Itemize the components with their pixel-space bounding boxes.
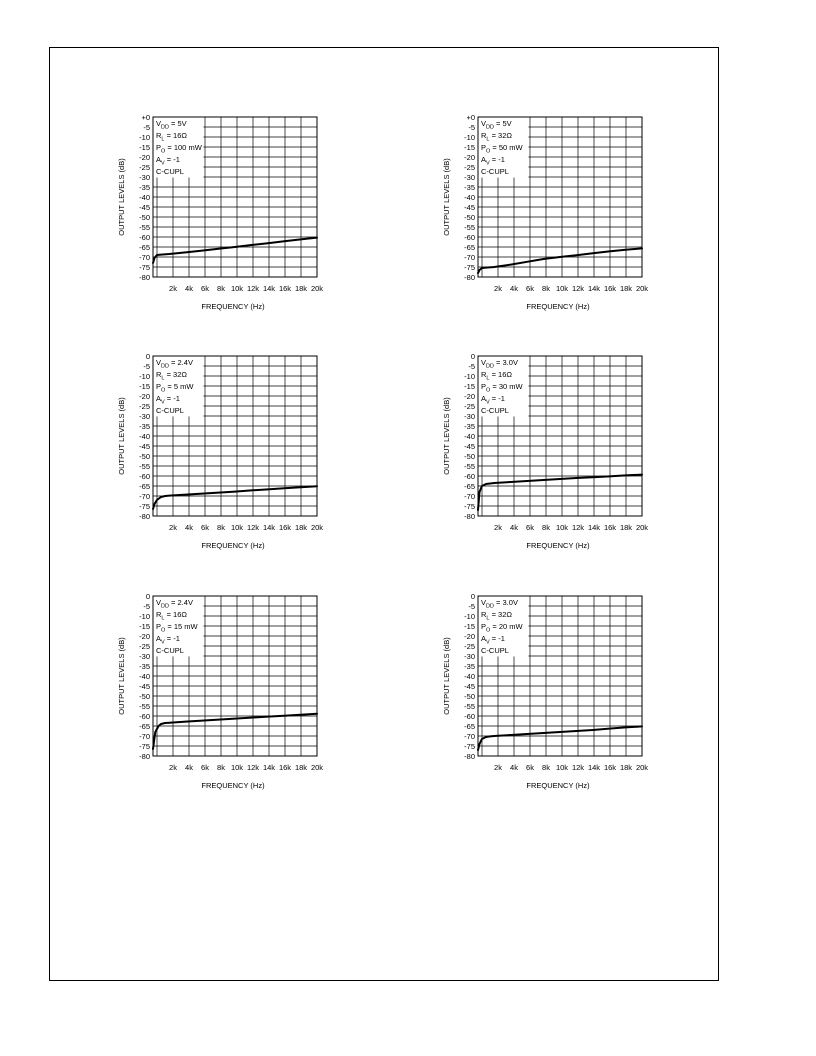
x-tick-label: 18k	[619, 284, 633, 293]
annotation-value: = -1	[164, 634, 180, 643]
y-axis-label: OUTPUT LEVELS (dB)	[442, 158, 451, 236]
annotation-symbol: V	[156, 358, 162, 367]
x-tick-label: 12k	[571, 523, 585, 532]
annotation-symbol: V	[481, 119, 487, 128]
y-tick-label: -35	[139, 422, 150, 431]
x-tick-label: 10k	[555, 284, 569, 293]
annotation-symbol: C-CUPL	[481, 406, 509, 415]
annotation-value: = 100 mW	[165, 143, 202, 152]
x-tick-label: 10k	[230, 523, 244, 532]
x-tick-label: 14k	[587, 763, 601, 772]
chart-4	[435, 346, 675, 561]
chart-3	[110, 346, 350, 561]
y-tick-label: -40	[139, 432, 150, 441]
y-tick-label: -20	[464, 153, 475, 162]
annotation-value: = 5V	[493, 119, 512, 128]
x-axis-label: FREQUENCY (Hz)	[201, 781, 265, 790]
annotation-subscript: DD	[486, 603, 494, 610]
x-tick-label: 2k	[494, 523, 502, 532]
y-tick-label: -25	[139, 642, 150, 651]
y-tick-label: -55	[464, 702, 475, 711]
x-tick-label: 18k	[294, 284, 308, 293]
x-tick-label: 4k	[185, 763, 193, 772]
y-tick-label: -20	[139, 153, 150, 162]
annotation-subscript: O	[161, 387, 166, 394]
y-tick-label: -15	[139, 622, 150, 631]
x-tick-label: 2k	[494, 284, 502, 293]
annotation-symbol: R	[481, 370, 487, 379]
y-tick-label: -5	[468, 123, 475, 132]
annotation-symbol: P	[481, 382, 487, 391]
y-tick-label: -45	[464, 442, 475, 451]
annotation-symbol: P	[156, 382, 162, 391]
y-tick-label: -5	[468, 602, 475, 611]
y-tick-label: -25	[139, 163, 150, 172]
annotation-subscript: DD	[161, 363, 169, 370]
annotation-value: = -1	[489, 634, 505, 643]
x-axis-label: FREQUENCY (Hz)	[526, 781, 590, 790]
annotation-symbol: V	[156, 119, 162, 128]
y-tick-label: -60	[139, 233, 150, 242]
annotation-subscript: L	[486, 375, 490, 382]
annotation-subscript: V	[486, 399, 490, 406]
x-tick-label: 6k	[201, 284, 209, 293]
x-tick-label: 4k	[185, 284, 193, 293]
annotation-symbol: A	[156, 394, 162, 403]
x-tick-label: 2k	[169, 284, 177, 293]
y-tick-label: -20	[464, 632, 475, 641]
annotation-symbol: R	[156, 370, 162, 379]
y-tick-label: -65	[139, 722, 150, 731]
annotation-value: = 3.0V	[493, 358, 518, 367]
y-tick-label: -5	[143, 362, 150, 371]
x-tick-label: 4k	[510, 284, 518, 293]
y-tick-label: -50	[139, 692, 150, 701]
x-tick-label: 8k	[217, 523, 225, 532]
annotation-subscript: V	[486, 639, 490, 646]
annotation-subscript: V	[486, 160, 490, 167]
y-tick-label: -30	[139, 412, 150, 421]
y-tick-label: +0	[466, 113, 475, 122]
x-tick-label: 14k	[587, 284, 601, 293]
y-tick-label: -30	[139, 173, 150, 182]
annotation-subscript: O	[486, 148, 491, 155]
y-tick-label: -45	[139, 682, 150, 691]
y-tick-label: -35	[139, 183, 150, 192]
x-tick-label: 10k	[230, 763, 244, 772]
y-tick-label: -75	[139, 742, 150, 751]
x-tick-label: 18k	[294, 523, 308, 532]
x-tick-label: 16k	[603, 763, 617, 772]
y-tick-label: -25	[139, 402, 150, 411]
x-tick-label: 14k	[262, 763, 276, 772]
x-tick-label: 4k	[185, 523, 193, 532]
y-tick-label: -20	[464, 392, 475, 401]
y-tick-label: -10	[464, 133, 475, 142]
x-tick-label: 12k	[571, 284, 585, 293]
annotation-subscript: O	[486, 387, 491, 394]
annotation-symbol: P	[156, 143, 162, 152]
y-tick-label: -50	[139, 213, 150, 222]
x-tick-label: 14k	[262, 284, 276, 293]
y-tick-label: -65	[139, 243, 150, 252]
annotation-symbol: C-CUPL	[481, 646, 509, 655]
y-tick-label: -35	[464, 183, 475, 192]
chart-5	[110, 586, 350, 801]
y-tick-label: -50	[464, 452, 475, 461]
y-tick-label: -45	[464, 682, 475, 691]
x-tick-label: 4k	[510, 523, 518, 532]
annotation-line	[481, 406, 509, 415]
y-tick-label: -75	[464, 502, 475, 511]
series-line	[153, 238, 317, 263]
y-tick-label: -60	[464, 472, 475, 481]
annotation-line	[156, 167, 184, 176]
x-tick-label: 18k	[619, 523, 633, 532]
series-line	[478, 248, 642, 273]
y-tick-label: -65	[464, 722, 475, 731]
x-axis-label: FREQUENCY (Hz)	[201, 302, 265, 311]
y-tick-label: -15	[464, 143, 475, 152]
x-tick-label: 16k	[603, 284, 617, 293]
x-tick-label: 20k	[635, 763, 649, 772]
y-tick-label: -15	[139, 382, 150, 391]
y-tick-label: -30	[464, 412, 475, 421]
y-tick-label: -15	[139, 143, 150, 152]
y-axis-label: OUTPUT LEVELS (dB)	[117, 637, 126, 715]
y-tick-label: -60	[464, 233, 475, 242]
annotation-value: = 5V	[168, 119, 187, 128]
y-tick-label: -15	[464, 382, 475, 391]
annotation-subscript: DD	[161, 603, 169, 610]
y-tick-label: -10	[464, 372, 475, 381]
y-tick-label: -75	[139, 502, 150, 511]
y-tick-label: -10	[139, 372, 150, 381]
x-tick-label: 6k	[526, 763, 534, 772]
y-tick-label: -75	[464, 742, 475, 751]
y-tick-label: -45	[464, 203, 475, 212]
y-tick-label: -5	[143, 602, 150, 611]
annotation-subscript: O	[161, 627, 166, 634]
y-tick-label: -10	[139, 612, 150, 621]
annotation-value: = -1	[489, 155, 505, 164]
y-axis-label: OUTPUT LEVELS (dB)	[442, 397, 451, 475]
annotation-symbol: A	[481, 155, 487, 164]
y-tick-label: -5	[143, 123, 150, 132]
annotation-subscript: L	[161, 136, 165, 143]
y-tick-label: -10	[464, 612, 475, 621]
y-tick-label: -30	[139, 652, 150, 661]
series-line	[478, 726, 642, 750]
annotation-symbol: A	[481, 634, 487, 643]
x-tick-label: 20k	[635, 284, 649, 293]
x-tick-label: 4k	[510, 763, 518, 772]
annotation-subscript: DD	[486, 124, 494, 131]
x-tick-label: 8k	[542, 763, 550, 772]
annotation-line	[481, 167, 509, 176]
y-tick-label: -25	[464, 402, 475, 411]
y-axis-label: OUTPUT LEVELS (dB)	[117, 158, 126, 236]
annotation-symbol: V	[156, 598, 162, 607]
x-tick-label: 10k	[555, 523, 569, 532]
annotation-value: = 3.0V	[493, 598, 518, 607]
y-tick-label: -20	[139, 392, 150, 401]
y-tick-label: -60	[464, 712, 475, 721]
y-tick-label: -50	[464, 213, 475, 222]
annotation-subscript: V	[161, 160, 165, 167]
annotation-symbol: P	[156, 622, 162, 631]
annotation-subscript: V	[161, 639, 165, 646]
y-tick-label: -70	[464, 492, 475, 501]
annotation-symbol: C-CUPL	[481, 167, 509, 176]
annotation-subscript: DD	[161, 124, 169, 131]
y-tick-label: -15	[464, 622, 475, 631]
chart-2	[435, 107, 675, 322]
x-tick-label: 20k	[310, 284, 324, 293]
annotation-value: = -1	[164, 394, 180, 403]
y-tick-label: -65	[139, 482, 150, 491]
y-tick-label: -80	[464, 273, 475, 282]
annotation-symbol: C-CUPL	[156, 167, 184, 176]
series-line	[153, 714, 317, 749]
y-tick-label: -60	[139, 472, 150, 481]
x-tick-label: 12k	[246, 523, 260, 532]
annotation-symbol: A	[156, 155, 162, 164]
x-tick-label: 12k	[571, 763, 585, 772]
y-tick-label: -55	[464, 223, 475, 232]
annotation-symbol: R	[156, 610, 162, 619]
annotation-subscript: L	[486, 136, 490, 143]
y-tick-label: -25	[464, 163, 475, 172]
y-tick-label: -50	[464, 692, 475, 701]
y-tick-label: -80	[139, 512, 150, 521]
annotation-symbol: P	[481, 143, 487, 152]
annotation-subscript: O	[486, 627, 491, 634]
y-tick-label: -10	[139, 133, 150, 142]
chart-6	[435, 586, 675, 801]
series-line	[153, 486, 317, 509]
x-tick-label: 2k	[494, 763, 502, 772]
x-tick-label: 12k	[246, 284, 260, 293]
y-tick-label: 0	[145, 592, 150, 601]
x-tick-label: 12k	[246, 763, 260, 772]
y-tick-label: -75	[464, 263, 475, 272]
annotation-value: = 50 mW	[490, 143, 523, 152]
y-tick-label: -80	[139, 273, 150, 282]
annotation-symbol: P	[481, 622, 487, 631]
annotation-symbol: C-CUPL	[156, 646, 184, 655]
y-tick-label: -40	[464, 193, 475, 202]
y-tick-label: -25	[464, 642, 475, 651]
x-axis-label: FREQUENCY (Hz)	[526, 302, 590, 311]
chart-1	[110, 107, 350, 322]
y-tick-label: -40	[464, 432, 475, 441]
y-tick-label: -40	[464, 672, 475, 681]
annotation-subscript: L	[486, 615, 490, 622]
x-tick-label: 16k	[278, 763, 292, 772]
series-line	[478, 475, 642, 510]
annotation-subscript: DD	[486, 363, 494, 370]
y-tick-label: -35	[464, 662, 475, 671]
y-tick-label: 0	[470, 592, 475, 601]
annotation-value: = 32Ω	[489, 610, 512, 619]
annotation-symbol: R	[156, 131, 162, 140]
annotation-subscript: L	[161, 375, 165, 382]
y-tick-label: -30	[464, 652, 475, 661]
annotation-symbol: R	[481, 131, 487, 140]
y-tick-label: -65	[464, 243, 475, 252]
y-tick-label: -55	[464, 462, 475, 471]
x-tick-label: 6k	[526, 523, 534, 532]
y-tick-label: -80	[139, 752, 150, 761]
y-tick-label: -70	[139, 492, 150, 501]
y-tick-label: -75	[139, 263, 150, 272]
y-tick-label: -30	[464, 173, 475, 182]
annotation-value: = 16Ω	[164, 610, 187, 619]
x-tick-label: 10k	[230, 284, 244, 293]
x-tick-label: 6k	[201, 763, 209, 772]
y-tick-label: -20	[139, 632, 150, 641]
y-tick-label: -35	[464, 422, 475, 431]
annotation-value: = -1	[164, 155, 180, 164]
annotation-value: = 5 mW	[165, 382, 194, 391]
y-tick-label: -70	[464, 732, 475, 741]
x-tick-label: 10k	[555, 763, 569, 772]
y-tick-label: +0	[141, 113, 150, 122]
x-tick-label: 20k	[310, 763, 324, 772]
y-tick-label: -55	[139, 223, 150, 232]
annotation-value: = 15 mW	[165, 622, 198, 631]
annotation-subscript: O	[161, 148, 166, 155]
y-tick-label: -80	[464, 752, 475, 761]
y-tick-label: -45	[139, 442, 150, 451]
y-tick-label: -65	[464, 482, 475, 491]
annotation-value: = -1	[489, 394, 505, 403]
annotation-value: = 16Ω	[164, 131, 187, 140]
x-tick-label: 18k	[619, 763, 633, 772]
annotation-value: = 20 mW	[490, 622, 523, 631]
x-tick-label: 8k	[542, 284, 550, 293]
y-axis-label: OUTPUT LEVELS (dB)	[117, 397, 126, 475]
annotation-value: = 2.4V	[168, 598, 193, 607]
y-tick-label: -40	[139, 193, 150, 202]
y-tick-label: -45	[139, 203, 150, 212]
x-tick-label: 20k	[310, 523, 324, 532]
annotation-value: = 30 mW	[490, 382, 523, 391]
x-tick-label: 8k	[542, 523, 550, 532]
annotation-subscript: V	[161, 399, 165, 406]
y-tick-label: -40	[139, 672, 150, 681]
x-tick-label: 8k	[217, 284, 225, 293]
annotation-line	[481, 646, 509, 655]
annotation-line	[156, 646, 184, 655]
y-tick-label: -55	[139, 462, 150, 471]
annotation-symbol: V	[481, 358, 487, 367]
x-tick-label: 20k	[635, 523, 649, 532]
x-tick-label: 14k	[587, 523, 601, 532]
x-axis-label: FREQUENCY (Hz)	[201, 541, 265, 550]
y-tick-label: 0	[145, 352, 150, 361]
annotation-value: = 32Ω	[164, 370, 187, 379]
y-tick-label: -80	[464, 512, 475, 521]
x-axis-label: FREQUENCY (Hz)	[526, 541, 590, 550]
annotation-symbol: R	[481, 610, 487, 619]
annotation-value: = 2.4V	[168, 358, 193, 367]
y-axis-label: OUTPUT LEVELS (dB)	[442, 637, 451, 715]
annotation-subscript: L	[161, 615, 165, 622]
annotation-value: = 32Ω	[489, 131, 512, 140]
x-tick-label: 8k	[217, 763, 225, 772]
annotation-symbol: V	[481, 598, 487, 607]
y-tick-label: -5	[468, 362, 475, 371]
y-tick-label: -50	[139, 452, 150, 461]
y-tick-label: -55	[139, 702, 150, 711]
annotation-symbol: C-CUPL	[156, 406, 184, 415]
y-tick-label: -70	[464, 253, 475, 262]
annotation-line	[156, 406, 184, 415]
annotation-symbol: A	[156, 634, 162, 643]
x-tick-label: 16k	[278, 523, 292, 532]
y-tick-label: -70	[139, 732, 150, 741]
x-tick-label: 16k	[603, 523, 617, 532]
y-tick-label: 0	[470, 352, 475, 361]
x-tick-label: 18k	[294, 763, 308, 772]
x-tick-label: 6k	[201, 523, 209, 532]
x-tick-label: 14k	[262, 523, 276, 532]
y-tick-label: -70	[139, 253, 150, 262]
x-tick-label: 16k	[278, 284, 292, 293]
y-tick-label: -60	[139, 712, 150, 721]
x-tick-label: 2k	[169, 763, 177, 772]
y-tick-label: -35	[139, 662, 150, 671]
x-tick-label: 2k	[169, 523, 177, 532]
x-tick-label: 6k	[526, 284, 534, 293]
annotation-symbol: A	[481, 394, 487, 403]
annotation-value: = 16Ω	[489, 370, 512, 379]
